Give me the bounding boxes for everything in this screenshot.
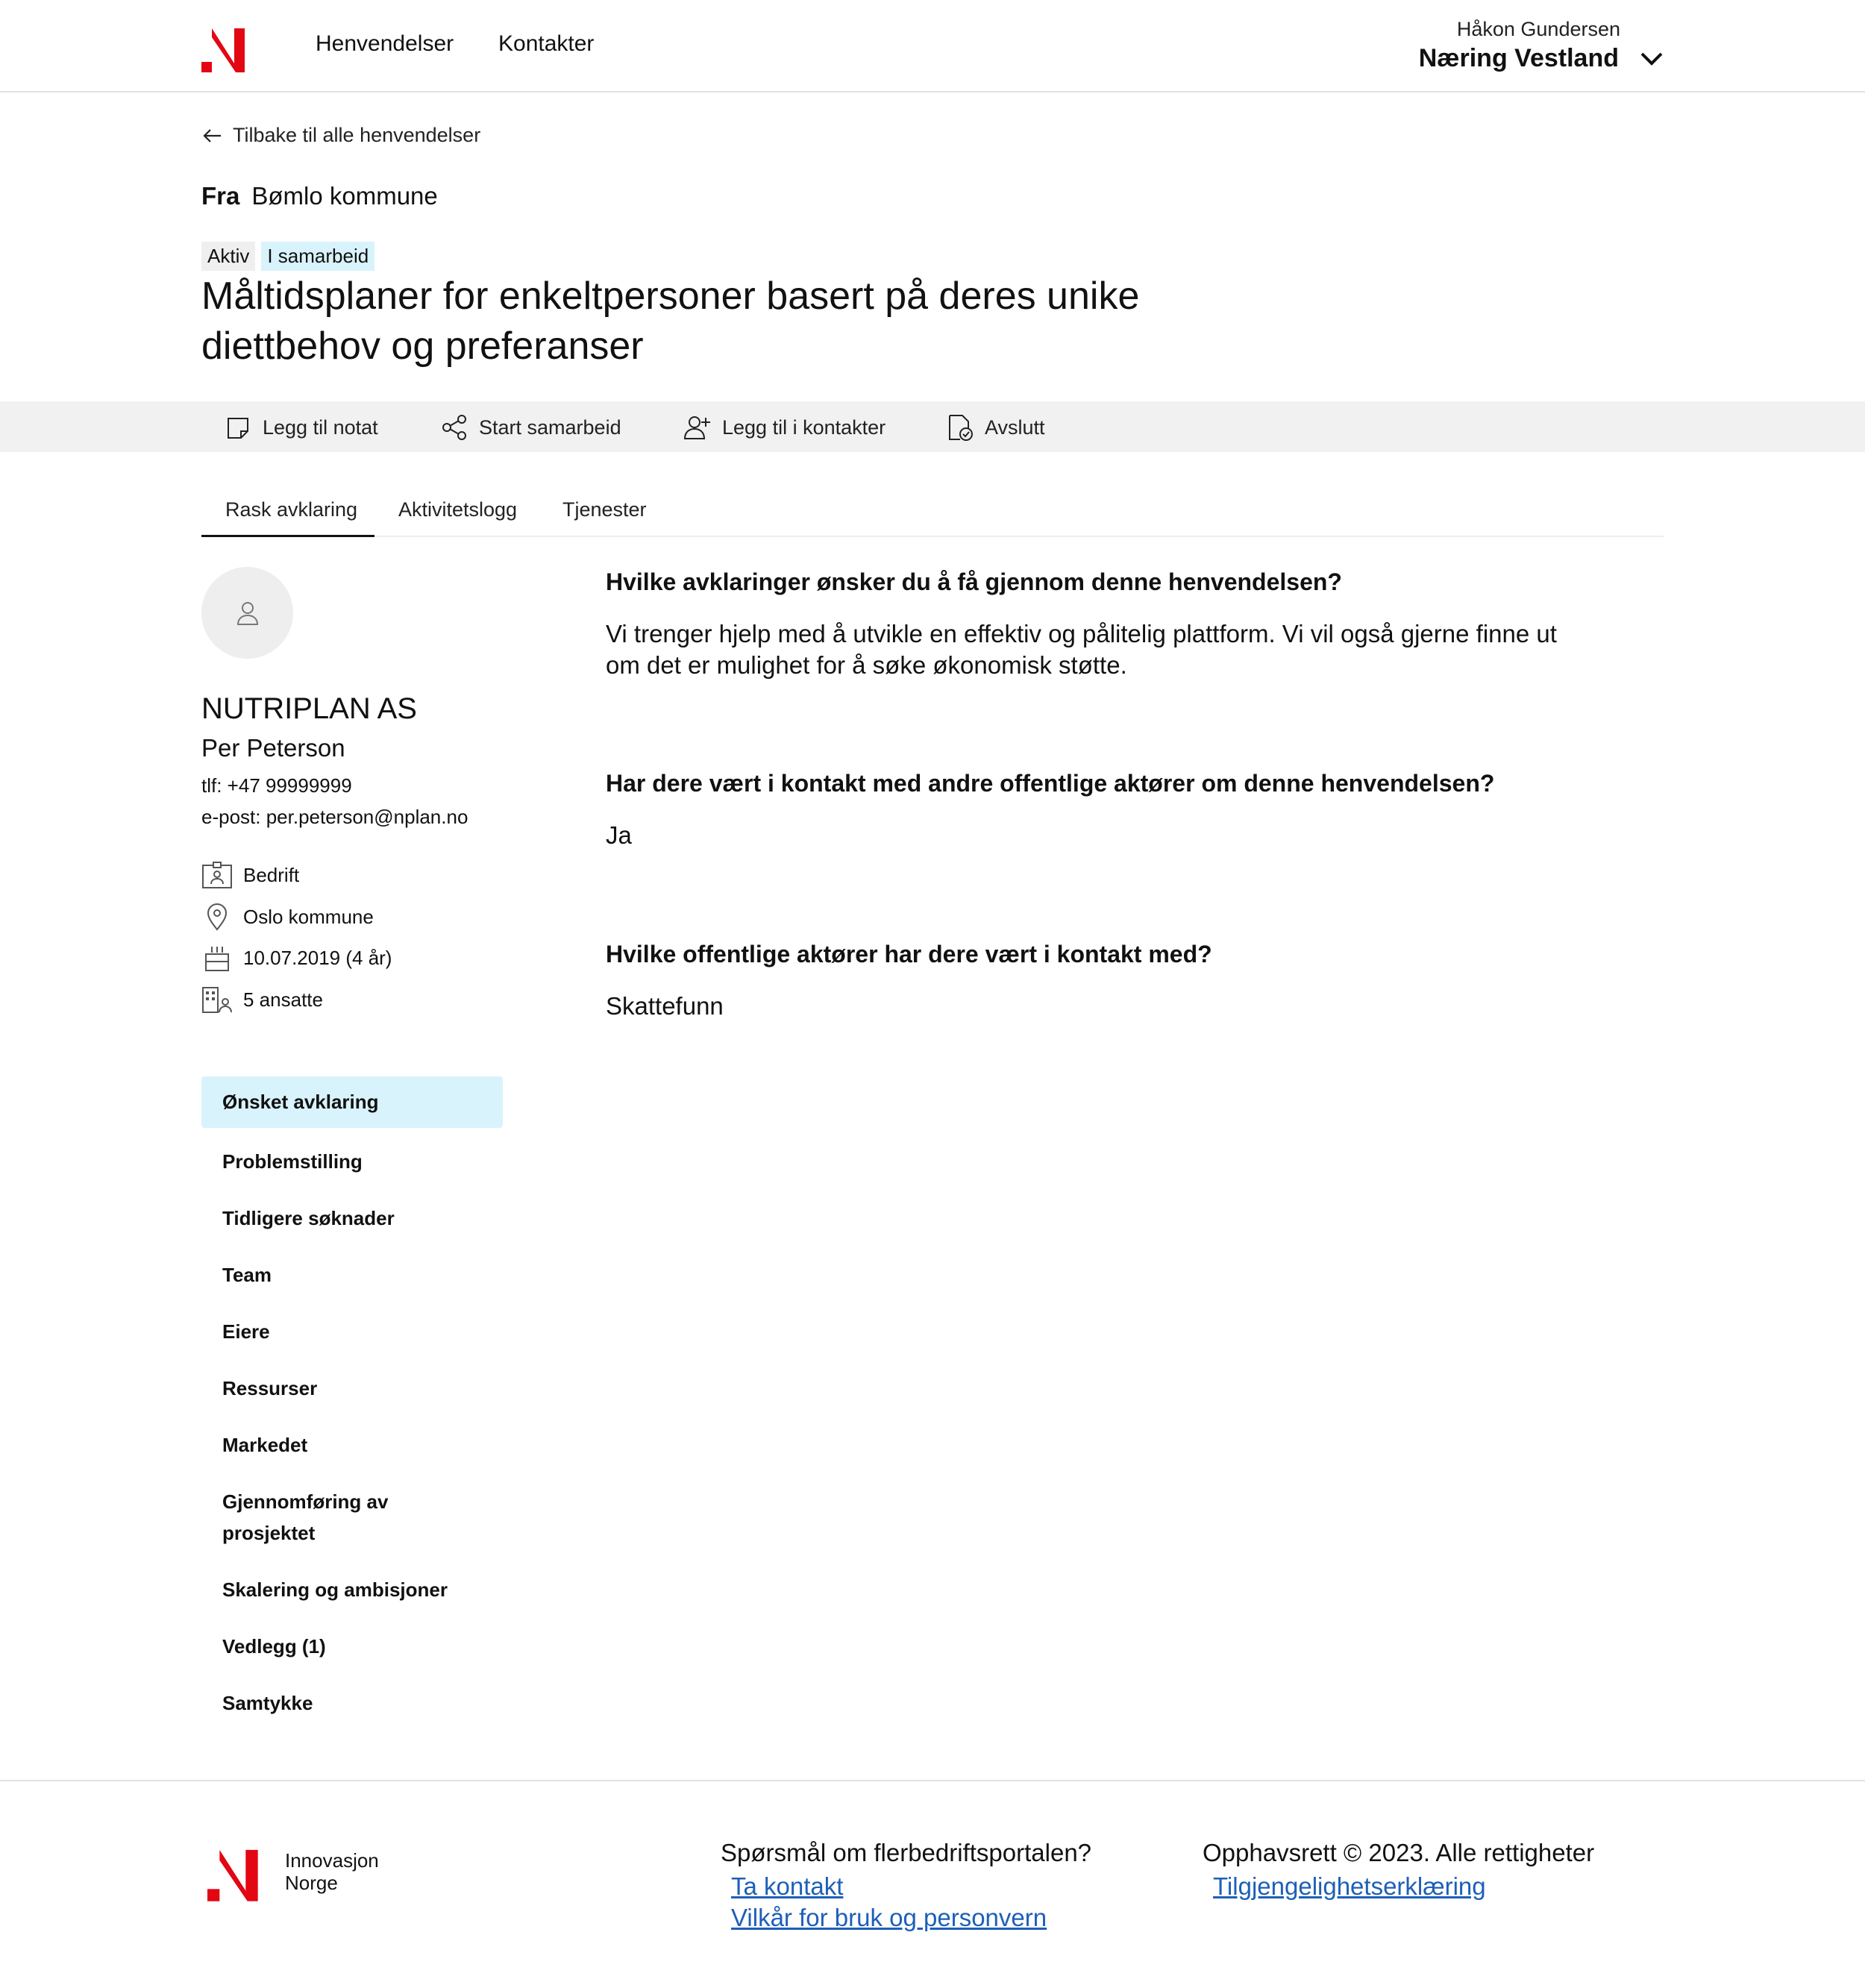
from-line <box>201 182 438 210</box>
footer-contact-column <box>721 1835 1091 1934</box>
status-badge-active: Aktiv <box>201 242 255 271</box>
user-menu <box>1419 18 1664 73</box>
company-founded-label: 10.07.2019 (4 år) <box>243 946 392 969</box>
answer: Ja <box>606 821 632 849</box>
note-icon <box>224 413 252 442</box>
from-value: Bømlo kommune <box>251 182 438 210</box>
company-type <box>201 861 299 889</box>
finish-label: Avslutt <box>985 416 1045 439</box>
nav-henvendelser[interactable]: Henvendelser <box>316 31 454 56</box>
add-note-label: Legg til notat <box>263 416 378 439</box>
company-founded <box>201 944 392 972</box>
tab-bar <box>201 486 1664 537</box>
document-check-icon <box>946 413 974 442</box>
org-name: Næring Vestland <box>1418 44 1619 72</box>
building-people-icon <box>201 985 233 1014</box>
question: Hvilke offentlige aktører har dere vært i kontakt med? <box>606 941 1212 968</box>
user-name: Håkon Gundersen <box>1456 18 1620 40</box>
footer-logo-text <box>285 1849 379 1894</box>
org-switcher[interactable] <box>1419 44 1664 73</box>
action-toolbar <box>0 401 1865 452</box>
answer: Vi trenger hjelp med å utvikle en effektiv og pålitelig plattform. Vi vil også gjerne finne ut om det er mulighet for å søke økonomisk støtte. <box>606 620 1557 679</box>
section-nav-item-markedet[interactable]: Markedet <box>222 1434 308 1456</box>
terms-link[interactable]: Vilkår for bruk og personvern <box>731 1904 1047 1931</box>
start-collaboration-label: Start samarbeid <box>479 416 621 439</box>
user-icon <box>233 599 262 627</box>
innovasjon-norge-logo[interactable] <box>201 21 255 73</box>
start-collaboration-button[interactable] <box>440 413 621 442</box>
footer <box>0 1780 1865 1988</box>
tab-aktivitetslogg[interactable]: Aktivitetslogg <box>398 498 518 521</box>
company-name: NUTRIPLAN AS <box>201 692 417 725</box>
company-employees-label: 5 ansatte <box>243 988 323 1011</box>
footer-logo-line2: Norge <box>285 1872 338 1894</box>
section-nav-item-samtykke[interactable]: Samtykke <box>222 1692 313 1714</box>
tab-rask-avklaring[interactable]: Rask avklaring <box>225 498 358 521</box>
back-link[interactable] <box>201 124 480 147</box>
section-nav-item-team[interactable]: Team <box>222 1264 272 1286</box>
copyright-text: Opphavsrett © 2023. Alle rettigheter <box>1203 1839 1595 1866</box>
section-nav-item-ressurser[interactable]: Ressurser <box>222 1377 318 1399</box>
qa-block <box>606 568 1590 681</box>
add-note-button[interactable] <box>224 413 378 442</box>
section-nav-item-onsket-avklaring[interactable]: Ønsket avklaring <box>201 1076 503 1128</box>
add-user-icon <box>683 413 712 442</box>
avatar <box>201 567 293 659</box>
share-icon <box>440 413 468 442</box>
company-type-label: Bedrift <box>243 863 300 886</box>
nav-kontakter[interactable]: Kontakter <box>498 31 595 56</box>
tab-tjenester[interactable]: Tjenester <box>562 498 647 521</box>
birthday-cake-icon <box>201 944 233 972</box>
status-tags <box>201 242 374 271</box>
footer-logo-line1: Innovasjon <box>285 1849 379 1872</box>
footer-question: Spørsmål om flerbedriftsportalen? <box>721 1839 1092 1866</box>
section-nav-item-vedlegg[interactable]: Vedlegg (1) <box>222 1635 326 1658</box>
top-header <box>0 0 1865 92</box>
back-link-label: Tilbake til alle henvendelser <box>233 124 481 146</box>
section-nav-item-eiere[interactable]: Eiere <box>222 1320 270 1343</box>
section-nav-item-tidligere-soknader[interactable]: Tidligere søknader <box>222 1207 395 1229</box>
company-employees <box>201 985 323 1014</box>
id-badge-icon <box>201 861 233 889</box>
add-to-contacts-button[interactable] <box>683 413 886 442</box>
page-title: Måltidsplaner for enkeltpersoner basert på deres unike diettbehov og preferanser <box>201 275 1140 368</box>
location-pin-icon <box>201 903 233 931</box>
footer-legal-column <box>1203 1835 1594 1902</box>
innovasjon-norge-logo <box>207 1841 270 1902</box>
qa-block <box>606 770 1590 851</box>
question: Hvilke avklaringer ønsker du å få gjennom denne henvendelsen? <box>606 568 1342 595</box>
company-municipality <box>201 903 374 931</box>
question: Har dere vært i kontakt med andre offentlige aktører om denne henvendelsen? <box>606 770 1495 797</box>
section-nav-item-problemstilling[interactable]: Problemstilling <box>222 1150 363 1173</box>
qa-block <box>606 941 1590 1022</box>
chevron-down-icon[interactable] <box>1640 51 1664 67</box>
from-label: Fra <box>201 182 240 210</box>
section-nav <box>201 1076 503 1731</box>
section-nav-item-gjennomforing[interactable]: Gjennomføring av prosjektet <box>222 1490 389 1544</box>
status-badge-collaboration: I samarbeid <box>261 242 374 271</box>
accessibility-link[interactable]: Tilgjengelighetserklæring <box>1213 1872 1486 1900</box>
footer-logo <box>207 1841 379 1902</box>
arrow-left-icon <box>201 125 222 146</box>
company-municipality-label: Oslo kommune <box>243 905 374 928</box>
contact-email: e-post: per.peterson@nplan.no <box>201 806 468 828</box>
section-nav-item-skalering[interactable]: Skalering og ambisjoner <box>222 1578 448 1601</box>
contact-link[interactable]: Ta kontakt <box>731 1872 844 1900</box>
contact-phone: tlf: +47 99999999 <box>201 774 352 797</box>
finish-button[interactable] <box>946 413 1045 442</box>
contact-person: Per Peterson <box>201 734 345 762</box>
active-tab-indicator <box>201 535 374 537</box>
add-to-contacts-label: Legg til i kontakter <box>722 416 886 439</box>
answer: Skattefunn <box>606 992 724 1020</box>
